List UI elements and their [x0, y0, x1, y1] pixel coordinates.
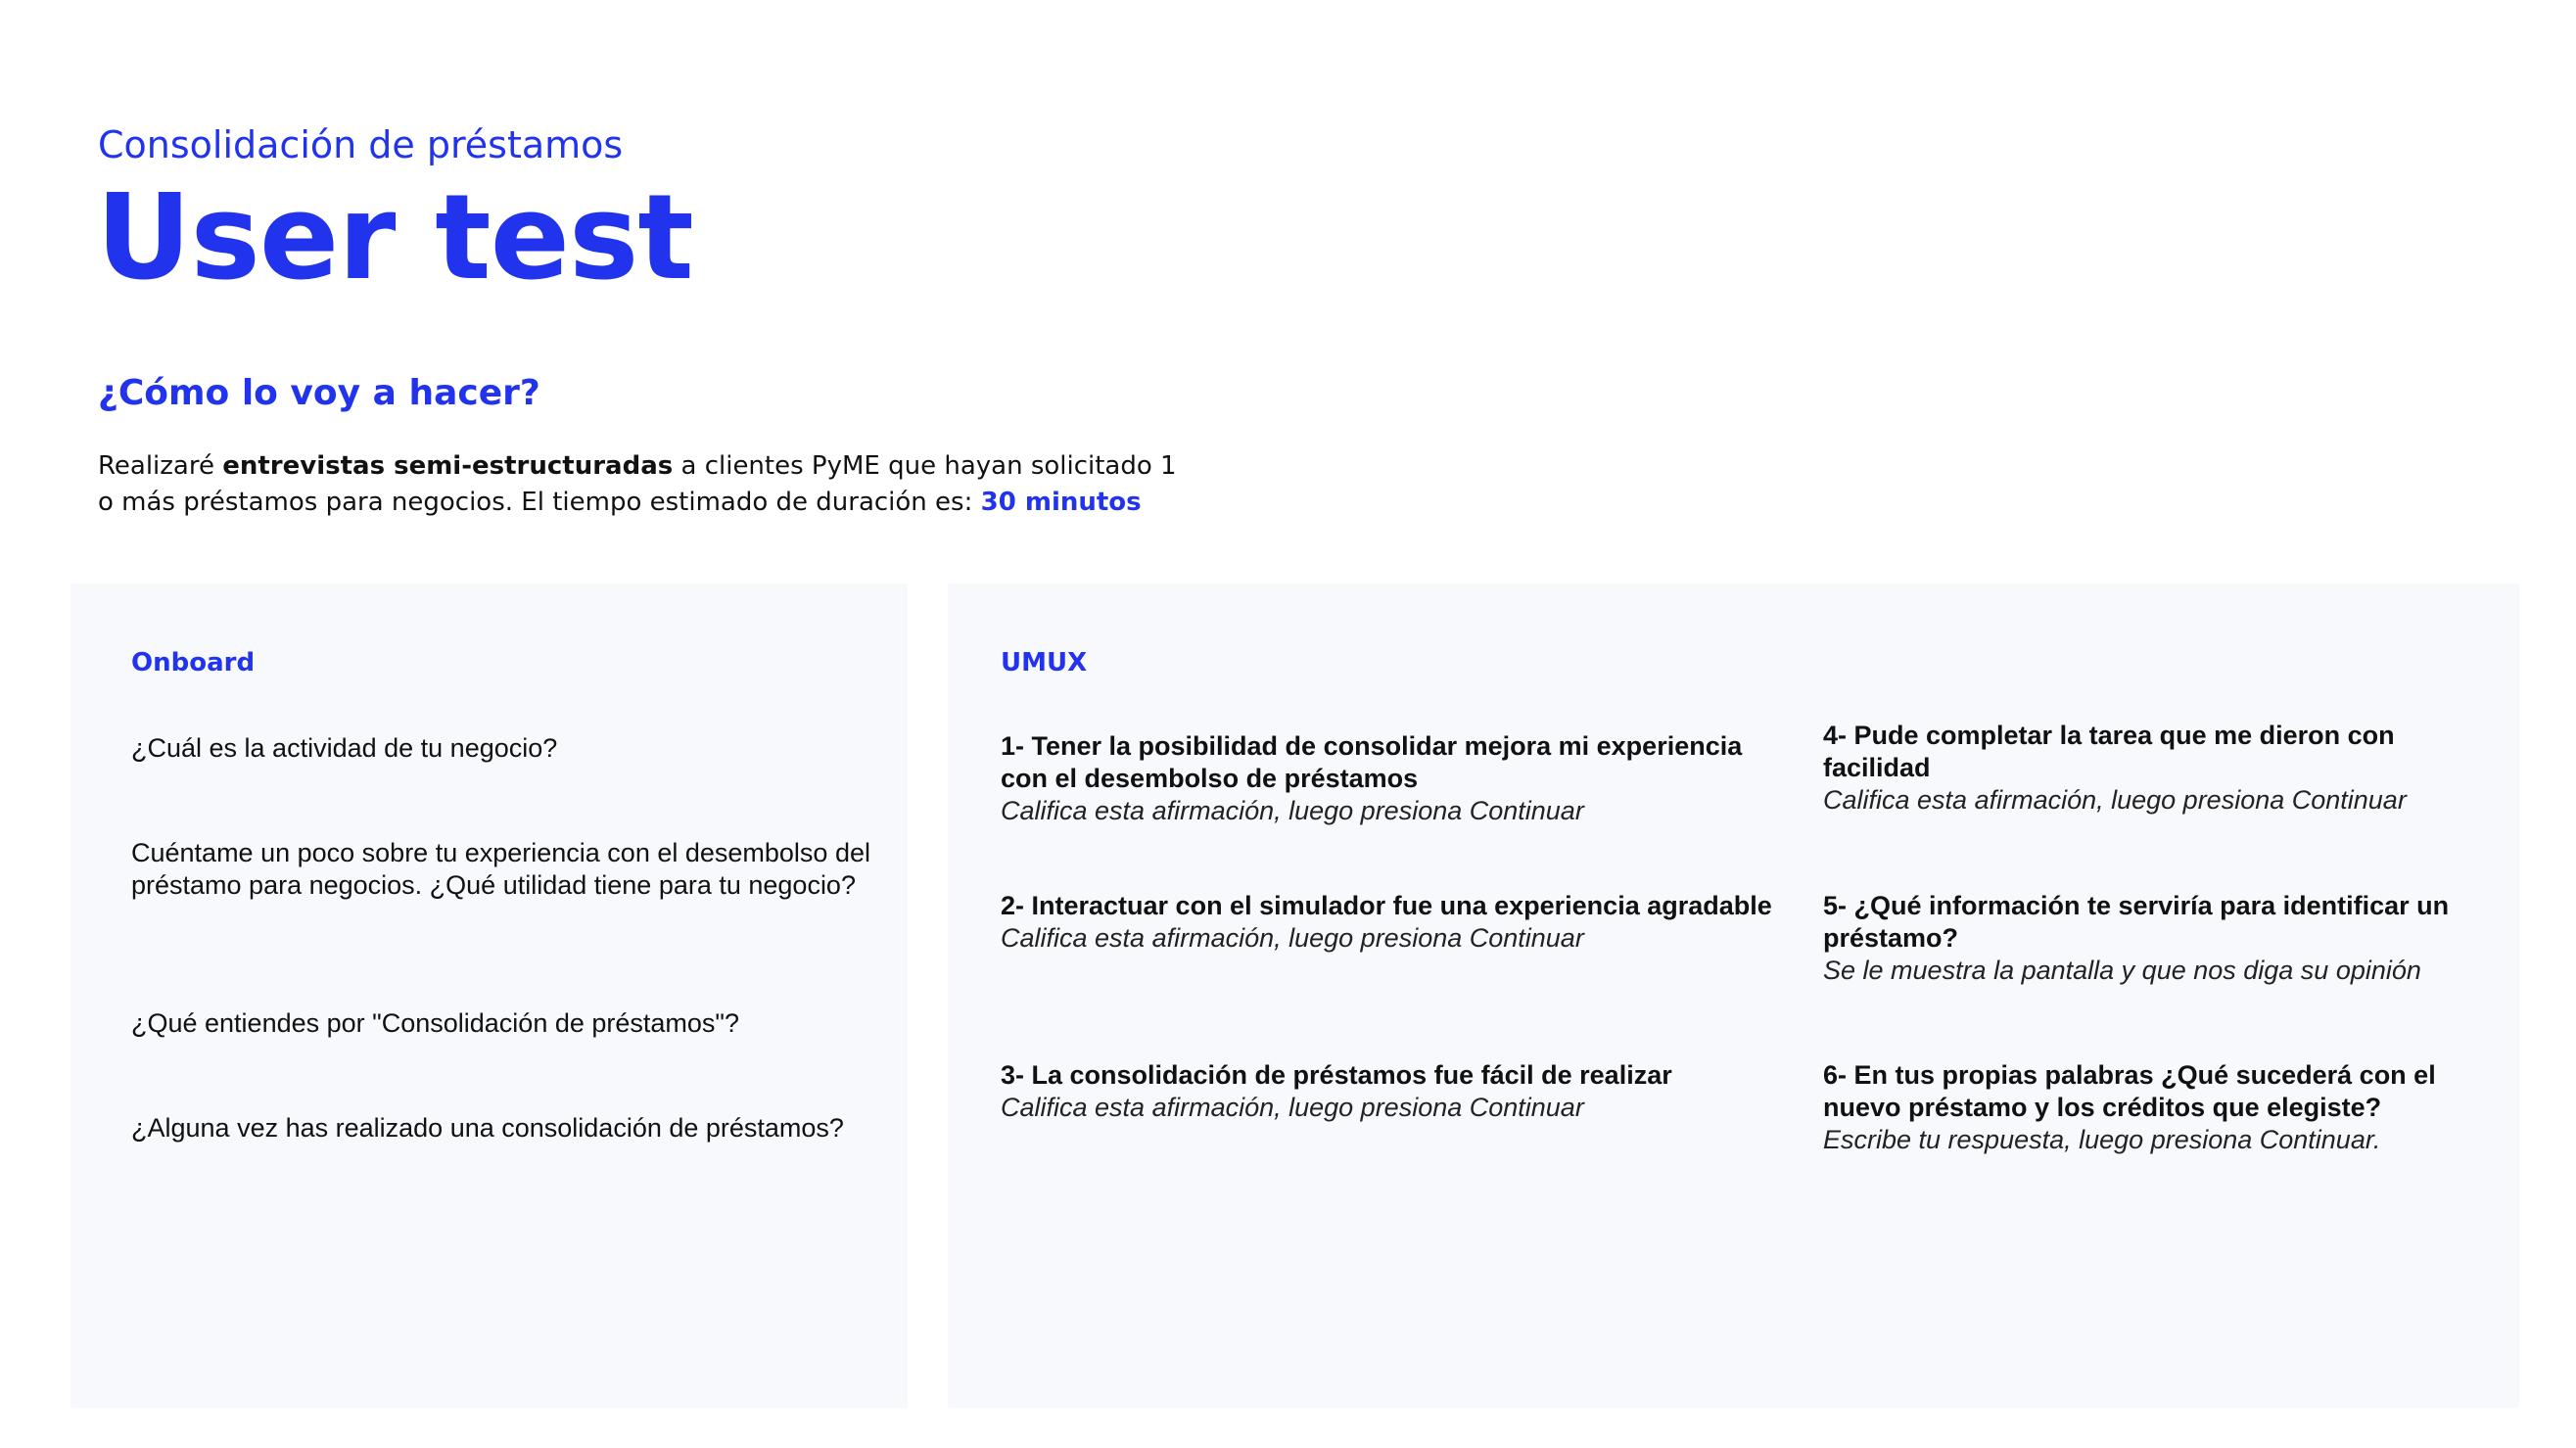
umux-question: 5- ¿Qué información te serviría para identificar un préstamo?: [1823, 891, 2450, 953]
umux-question: 3- La consolidación de préstamos fue fácil de realizar: [1001, 1060, 1672, 1090]
umux-item: [1001, 890, 1784, 955]
umux-question: 6- En tus propias palabras ¿Qué sucederá con el nuevo préstamo y los créditos que elegiste?: [1823, 1060, 2436, 1122]
umux-title: UMUX: [1001, 648, 1088, 677]
umux-question: 2- Interactuar con el simulador fue una experiencia agradable: [1001, 891, 1772, 920]
umux-question: 1- Tener la posibilidad de consolidar mejora mi experiencia con el desembolso de préstamos: [1001, 731, 1743, 793]
umux-hint: Califica esta afirmación, luego presiona Continuar: [1001, 796, 1584, 825]
onboard-title: Onboard: [131, 648, 256, 677]
umux-item: [1001, 1059, 1784, 1124]
umux-question: 4- Pude completar la tarea que me dieron con facilidad: [1823, 721, 2395, 782]
method-text-part2: a clientes PyME que hayan solicitado 1 o más préstamos para negocios. El tiempo estimado de duración es:: [98, 451, 1177, 517]
umux-hint: Califica esta afirmación, luego presiona Continuar: [1001, 923, 1584, 953]
page-subtitle: Consolidación de préstamos: [98, 123, 624, 166]
umux-item: [1823, 890, 2469, 987]
onboard-question: ¿Cuál es la actividad de tu negocio?: [131, 733, 558, 763]
umux-item: [1001, 730, 1764, 827]
onboard-question: Cuéntame un poco sobre tu experiencia con el desembolso del préstamo para negocios. ¿Qué utilidad tiene para tu negocio?: [131, 838, 870, 900]
page-title: User test: [96, 170, 693, 306]
method-text-part1: Realizaré: [98, 451, 223, 481]
umux-item: [1823, 1059, 2450, 1156]
onboard-question: ¿Alguna vez has realizado una consolidación de préstamos?: [131, 1113, 844, 1143]
umux-hint: Se le muestra la pantalla y que nos diga su opinión: [1823, 956, 2421, 985]
method-description: [98, 448, 1194, 521]
onboard-card: [70, 584, 908, 1408]
umux-hint: Califica esta afirmación, luego presiona Continuar: [1001, 1093, 1584, 1122]
umux-hint: Escribe tu respuesta, luego presiona Continuar.: [1823, 1125, 2381, 1154]
method-text-bold: entrevistas semi-estructuradas: [222, 451, 674, 481]
umux-item: [1823, 720, 2450, 817]
umux-hint: Califica esta afirmación, luego presiona Continuar: [1823, 785, 2407, 815]
umux-card: [948, 584, 2519, 1408]
method-duration: 30 minutos: [980, 488, 1142, 517]
method-heading: ¿Cómo lo voy a hacer?: [98, 373, 540, 413]
onboard-question: ¿Qué entiendes por "Consolidación de préstamos"?: [131, 1008, 740, 1038]
